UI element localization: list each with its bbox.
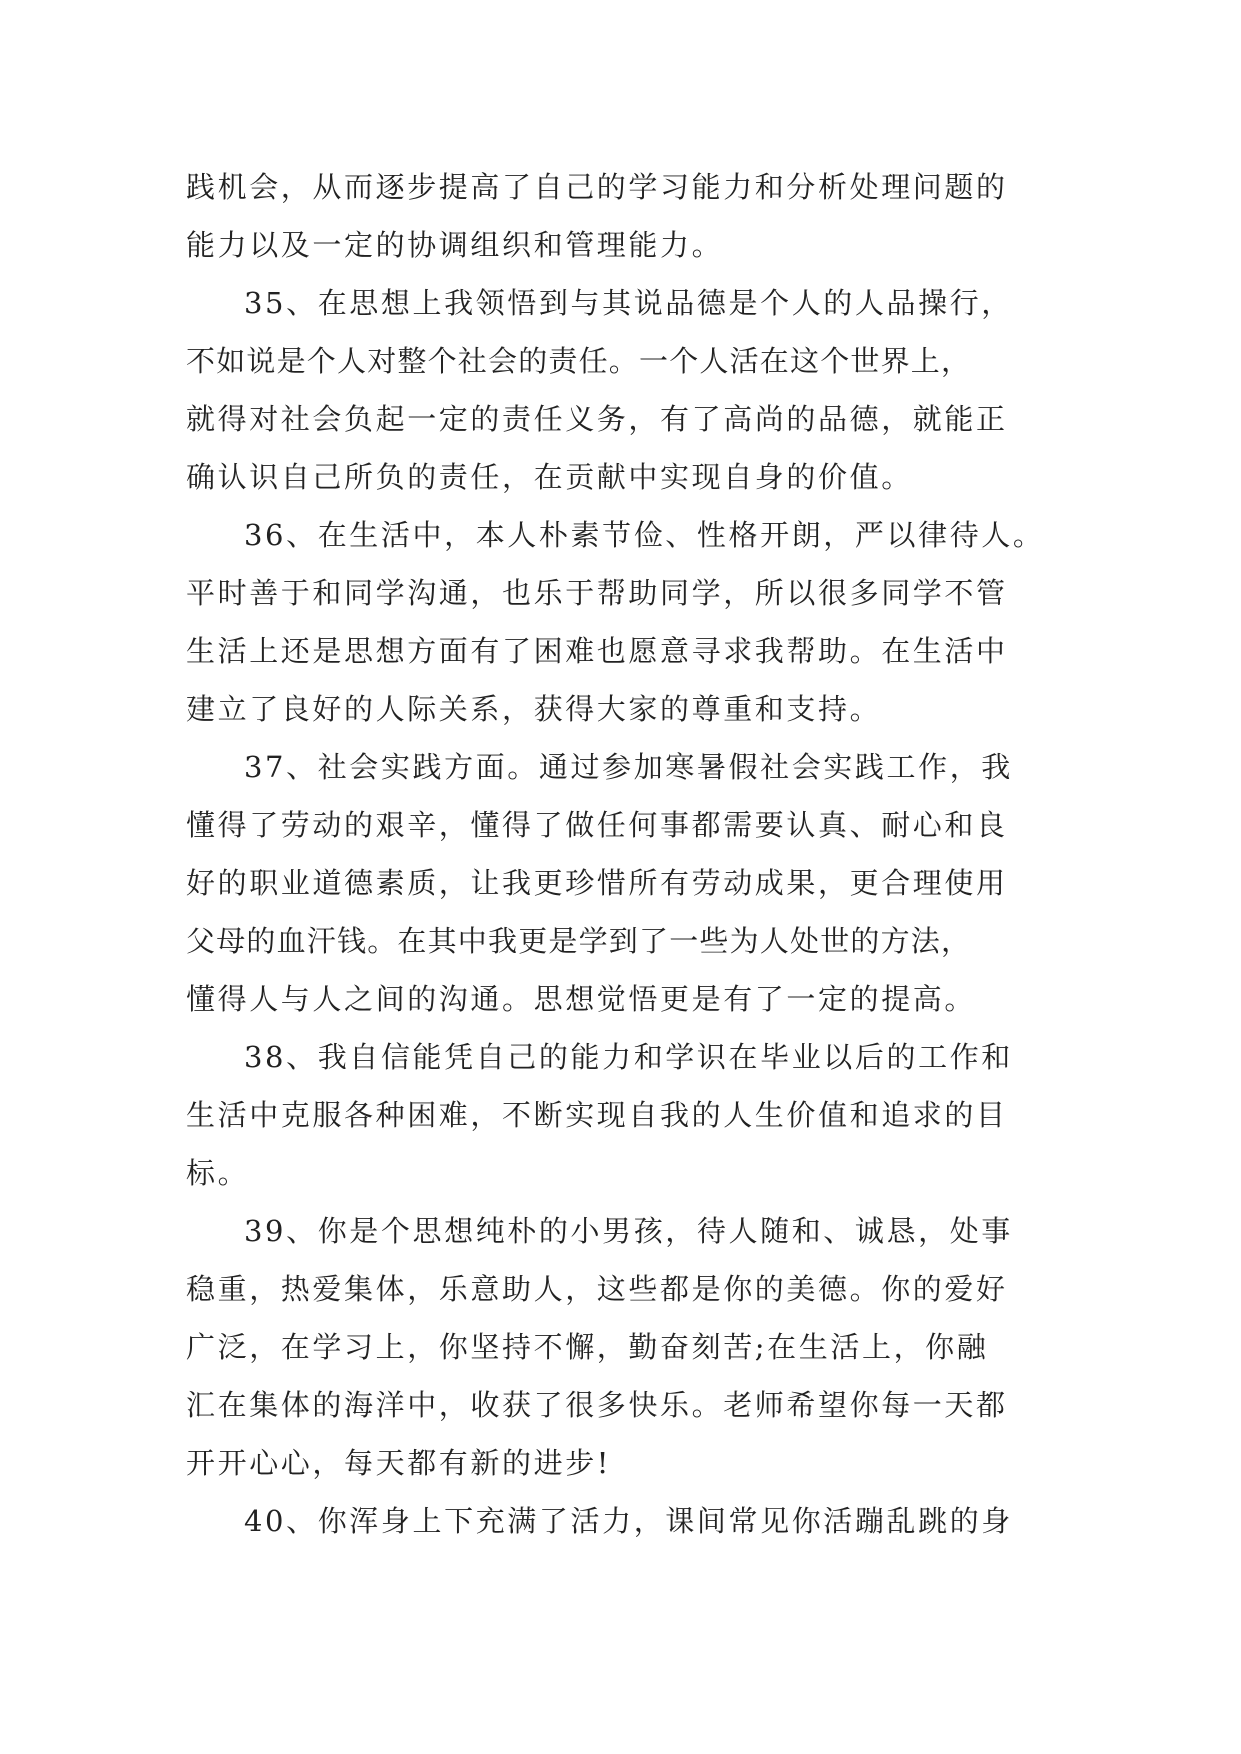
text-line: 就得对社会负起一定的责任义务，有了高尚的品德，就能正 <box>186 402 1008 436</box>
text-line: 生活上还是思想方面有了困难也愿意寻求我帮助。在生活中 <box>186 634 1008 668</box>
text-line: 好的职业道德素质，让我更珍惜所有劳动成果，更合理使用 <box>186 866 1008 900</box>
paragraph-39 <box>186 1202 1056 1492</box>
text-line: 懂得了劳动的艰辛，懂得了做任何事都需要认真、耐心和良 <box>186 808 1008 842</box>
text-line: 生活中克服各种困难，不断实现自我的人生价值和追求的目 <box>186 1098 1008 1132</box>
text-line: 父母的血汗钱。在其中我更是学到了一些为人处世的方法， <box>186 924 972 958</box>
text-line: 建立了良好的人际关系，获得大家的尊重和支持。 <box>186 692 882 726</box>
text-line: 懂得人与人之间的沟通。思想觉悟更是有了一定的提高。 <box>186 982 977 1016</box>
text-line: 标。 <box>186 1156 250 1190</box>
paragraph-38 <box>186 1028 1056 1202</box>
paragraph-35 <box>186 274 1056 506</box>
text-line: 37、社会实践方面。通过参加寒暑假社会实践工作，我 <box>244 750 1013 784</box>
text-line: 38、我自信能凭自己的能力和学识在毕业以后的工作和 <box>244 1040 1013 1074</box>
paragraph-36 <box>186 506 1056 738</box>
text-line: 稳重，热爱集体，乐意助人，这些都是你的美德。你的爱好 <box>186 1272 1008 1306</box>
text-line: 能力以及一定的协调组织和管理能力。 <box>186 228 724 262</box>
text-line: 35、在思想上我领悟到与其说品德是个人的人品操行， <box>244 286 1013 320</box>
text-line: 平时善于和同学沟通，也乐于帮助同学，所以很多同学不管 <box>186 576 1008 610</box>
text-line: 40、你浑身上下充满了活力，课间常见你活蹦乱跳的身 <box>244 1504 1013 1538</box>
text-line: 践机会，从而逐步提高了自己的学习能力和分析处理问题的 <box>186 170 1008 204</box>
text-line: 汇在集体的海洋中，收获了很多快乐。老师希望你每一天都 <box>186 1388 1008 1422</box>
paragraph-40 <box>186 1492 1056 1550</box>
text-line: 开开心心，每天都有新的进步! <box>186 1446 612 1480</box>
text-line: 确认识自己所负的责任，在贡献中实现自身的价值。 <box>186 460 913 494</box>
paragraph-34-continued <box>186 158 1056 274</box>
text-line: 39、你是个思想纯朴的小男孩，待人随和、诚恳，处事 <box>244 1214 1013 1248</box>
text-line: 广泛，在学习上，你坚持不懈，勤奋刻苦;在生活上，你融 <box>186 1330 989 1364</box>
paragraph-37 <box>186 738 1056 1028</box>
document-body <box>186 158 1056 1550</box>
text-line: 不如说是个人对整个社会的责任。一个人活在这个世界上， <box>186 344 972 378</box>
text-line: 36、在生活中，本人朴素节俭、性格开朗，严以律待人。 <box>244 518 1045 552</box>
